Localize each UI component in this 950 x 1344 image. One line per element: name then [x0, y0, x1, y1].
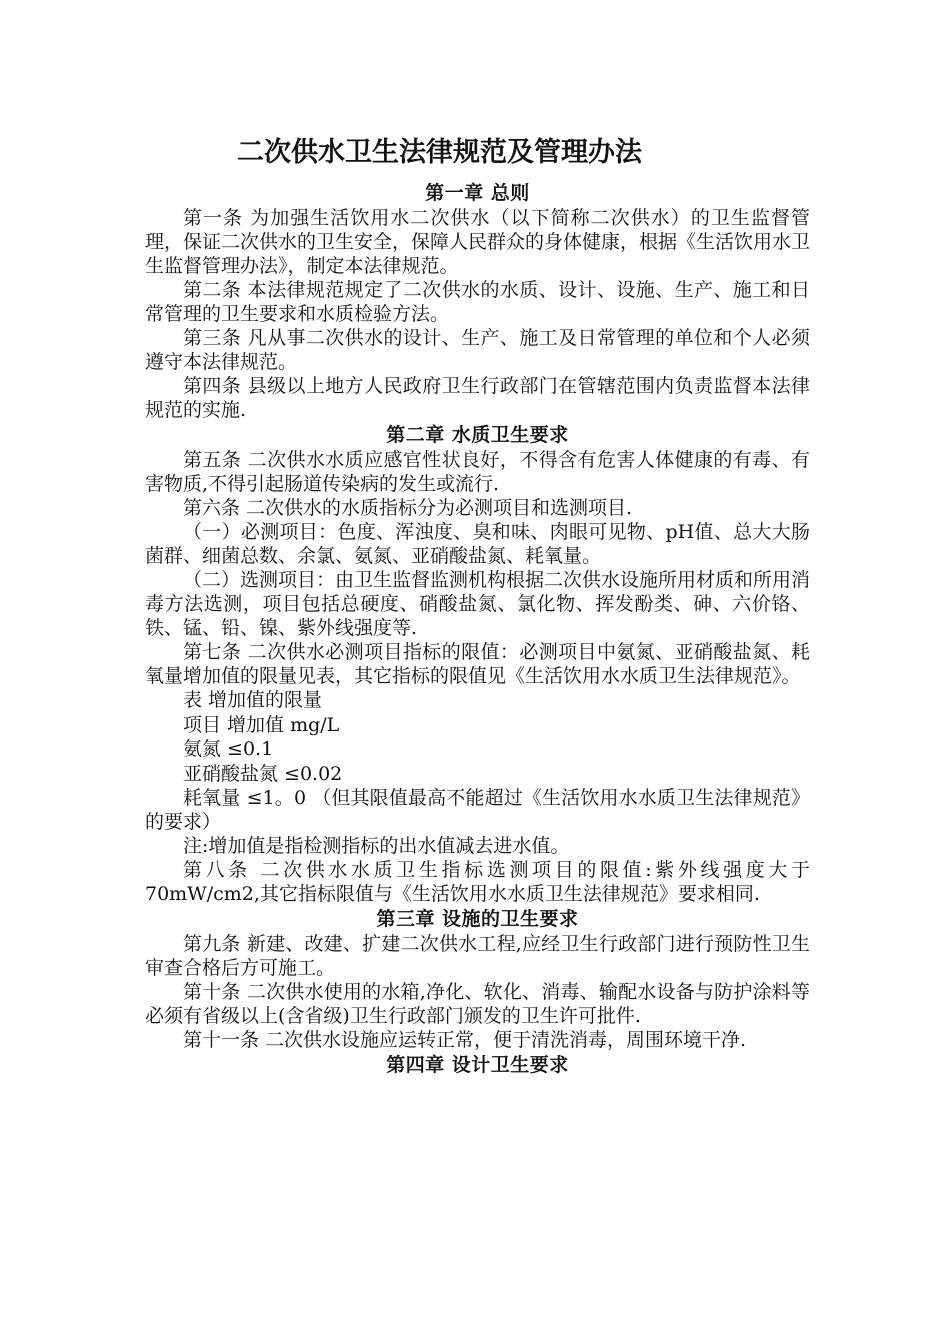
- article-2: 第二条 本法律规范规定了二次供水的水质、设计、设施、生产、施工和日常管理的卫生要求和水质检验方法。: [145, 279, 810, 325]
- article-6-item-2: （二）选测项目：由卫生监督监测机构根据二次供水设施所用材质和所用消毒方法选测，项目包括总硬度、硝酸盐氮、氯化物、挥发酚类、砷、六价铬、铁、锰、铅、镍、紫外线强度等.: [145, 569, 811, 639]
- document-title: 二次供水卫生法律规范及管理办法: [237, 137, 642, 168]
- chapter-4-heading: 第四章 设计卫生要求: [386, 1054, 569, 1076]
- article-4: 第四条 县级以上地方人民政府卫生行政部门在管辖范围内负责监督本法律规范的实施.: [145, 375, 810, 421]
- article-6-item-1: （一）必测项目：色度、浑浊度、臭和味、肉眼可见物、pH值、总大大肠菌群、细菌总数、余氯、氨氮、亚硝酸盐氮、耗氧量。: [145, 521, 810, 567]
- article-1: 第一条 为加强生活饮用水二次供水（以下简称二次供水）的卫生监督管理，保证二次供水的卫生安全，保障人民群众的身体健康，根据《生活饮用水卫生监督管理办法》，制定本法律规范。: [145, 207, 811, 277]
- table-row-nitrite: 亚硝酸盐氮 ≤0.02: [183, 762, 343, 785]
- article-11: 第十一条 二次供水设施应运转正常，便于清洗消毒，周围环境干净.: [183, 1029, 747, 1051]
- article-3: 第三条 凡从事二次供水的设计、生产、施工及日常管理的单位和个人必须遵守本法律规范。: [145, 327, 810, 373]
- article-5: 第五条 二次供水水质应感官性状良好，不得含有危害人体健康的有毒、有害物质,不得引起肠道传染病的发生或流行.: [145, 449, 810, 495]
- table-note: 注:增加值是指检测指标的出水值减去进水值。: [183, 835, 570, 857]
- table-row-oxygen-consumption: 耗氧量 ≤1。0 （但其限值最高不能超过《生活饮用水水质卫生法律规范》的要求）: [145, 787, 810, 833]
- chapter-3-heading: 第三章 设施的卫生要求: [376, 908, 579, 930]
- article-9: 第九条 新建、改建、扩建二次供水工程,应经卫生行政部门进行预防性卫生审查合格后方可施工。: [145, 933, 810, 979]
- article-8: 第八条 二次供水水质卫生指标选测项目的限值:紫外线强度大于70mW/cm2,其它指标限值与《生活饮用水水质卫生法律规范》要求相同.: [145, 859, 810, 905]
- article-6: 第六条 二次供水的水质指标分为必测项目和选测项目.: [183, 497, 633, 519]
- article-10: 第十条 二次供水使用的水箱,净化、软化、消毒、输配水设备与防护涂料等必须有省级以上(含省级)卫生行政部门颁发的卫生许可批件.: [145, 981, 810, 1027]
- chapter-1-heading: 第一章 总则: [425, 182, 530, 204]
- document-page: [145, 132, 810, 1078]
- table-header: 项目 增加值 mg/L: [183, 713, 340, 736]
- table-caption: 表 增加值的限量: [183, 689, 323, 711]
- chapter-2-heading: 第二章 水质卫生要求: [386, 424, 569, 446]
- article-7: 第七条 二次供水必测项目指标的限值：必测项目中氨氮、亚硝酸盐氮、耗氧量增加值的限量见表，其它指标的限值见《生活饮用水水质卫生法律规范》。: [145, 641, 810, 687]
- table-row-ammonia: 氨氮 ≤0.1: [183, 738, 274, 760]
